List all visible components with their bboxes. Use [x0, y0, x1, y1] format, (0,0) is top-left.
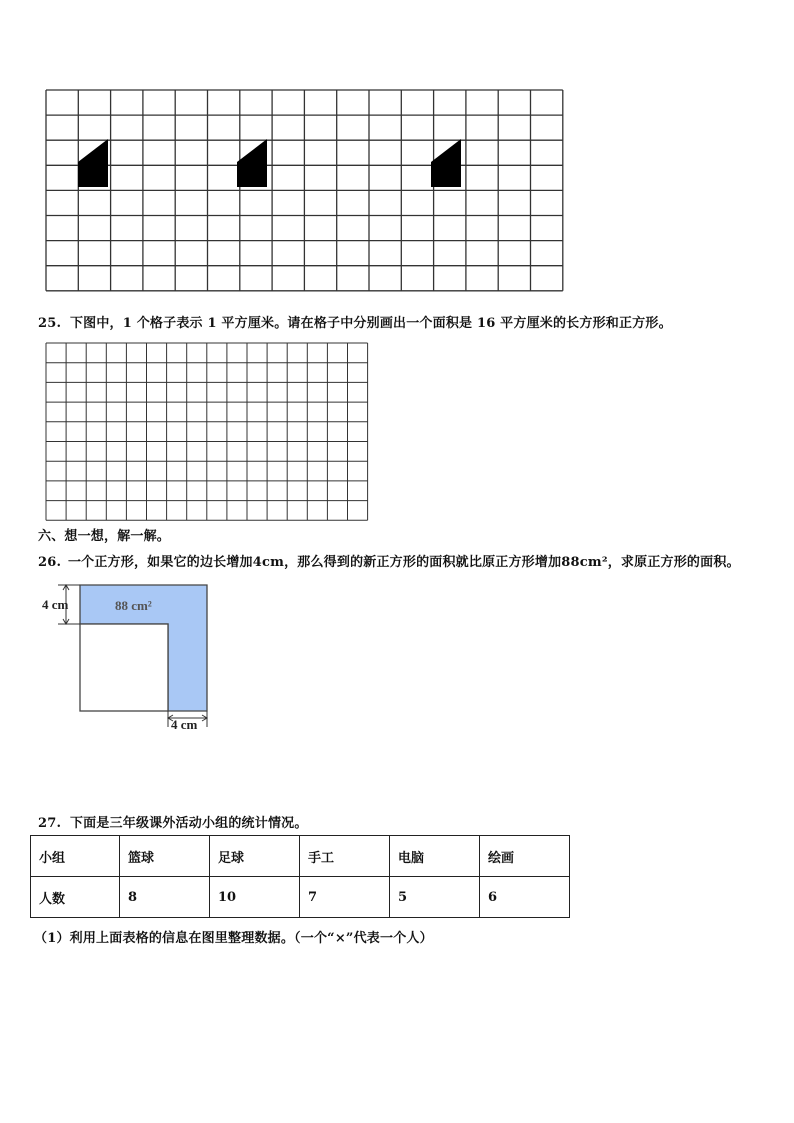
table-cell: 人数	[31, 877, 120, 918]
question-25-text: 下图中，1 个格子表示 1 平方厘米。请在格子中分别画出一个面积是 16 平方厘米的长方形和正方形。	[69, 316, 672, 331]
table-cell: 手工	[300, 836, 390, 877]
table-cell: 6	[480, 877, 570, 918]
stats-table	[30, 835, 570, 918]
question-26	[38, 551, 740, 570]
table-cell: 篮球	[120, 836, 210, 877]
question-27-number: 27.	[38, 816, 62, 831]
area-label: 88 cm²	[115, 598, 152, 613]
table-cell: 7	[300, 877, 390, 918]
table-row	[31, 836, 570, 877]
section-title: 六、想一想，解一解。	[38, 529, 171, 544]
question-27	[38, 812, 308, 831]
grid-with-shapes	[0, 0, 794, 300]
question-27-part-1: （1）利用上面表格的信息在图里整理数据。（一个“×”代表一个人）	[34, 931, 433, 946]
table-row	[31, 877, 570, 918]
table-cell: 8	[120, 877, 210, 918]
question-26-number: 26.	[38, 555, 62, 570]
table-cell: 小组	[31, 836, 120, 877]
question-27-text: 下面是三年级课外活动小组的统计情况。	[69, 816, 308, 831]
square-figure	[0, 575, 794, 745]
table-cell: 绘画	[480, 836, 570, 877]
question-26-text: 一个正方形，如果它的边长增加4cm，那么得到的新正方形的面积就比原正方形增加88cm²，求原正方形的面积。	[67, 555, 740, 570]
shaded-shape-3	[431, 139, 461, 187]
question-25	[38, 312, 672, 331]
shaded-shape-2	[237, 139, 267, 187]
table-cell: 10	[210, 877, 300, 918]
blank-grid	[0, 330, 794, 530]
table-cell: 足球	[210, 836, 300, 877]
side-label-bottom: 4 cm	[171, 717, 198, 732]
table-cell: 5	[390, 877, 480, 918]
side-label-left: 4 cm	[42, 597, 69, 612]
shaded-shape-1	[78, 139, 108, 187]
question-25-number: 25.	[38, 316, 62, 331]
original-square	[80, 624, 168, 711]
table-cell: 电脑	[390, 836, 480, 877]
